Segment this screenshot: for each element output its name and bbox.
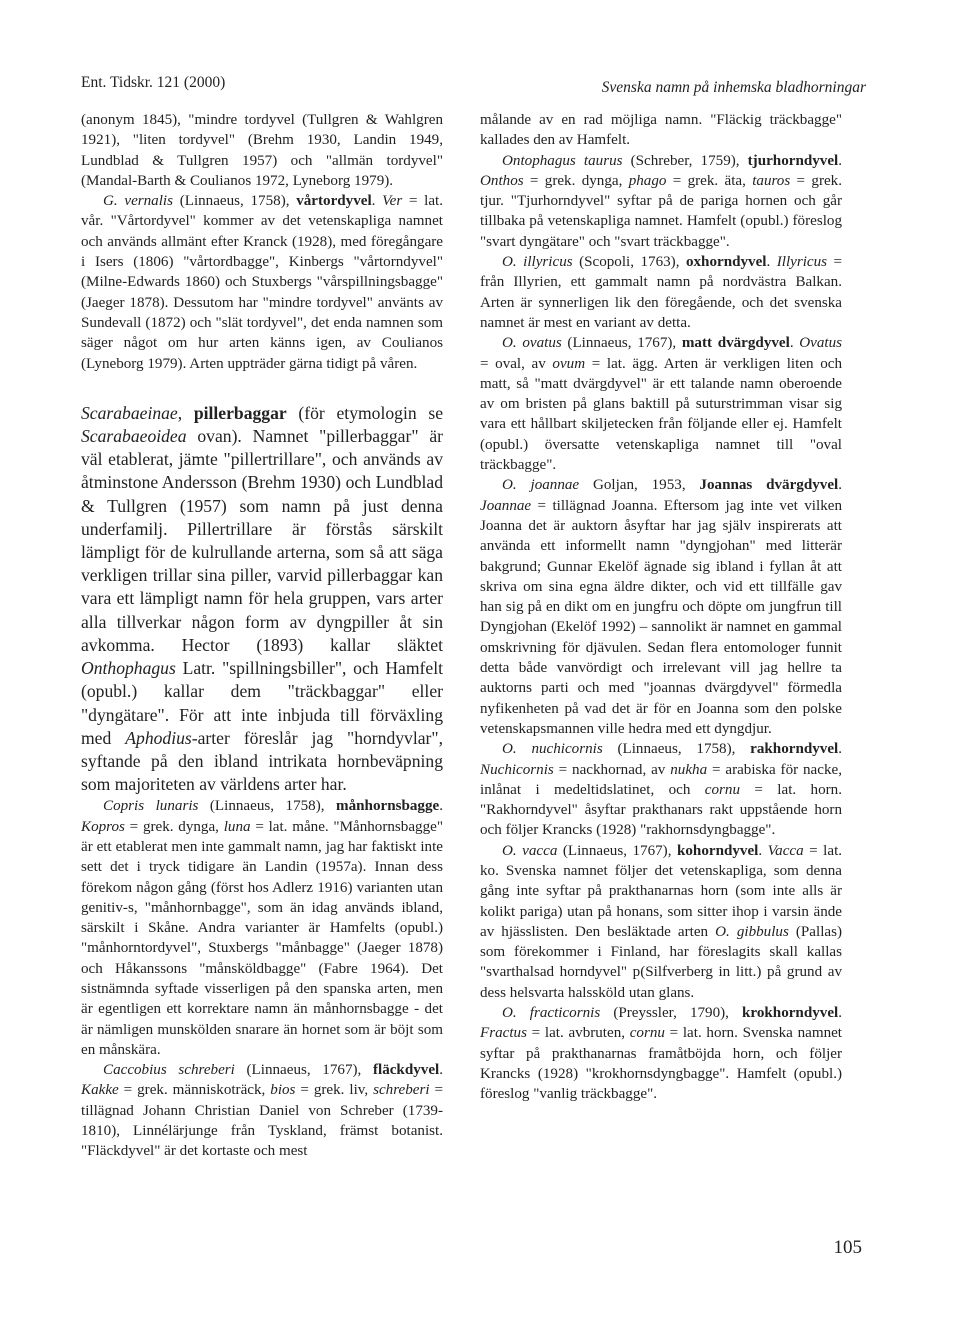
paragraph: målande av en rad möjliga namn. "Fläckig träckbagge" kallades den av Hamfelt.: [480, 112, 842, 149]
species-name: O. illyricus: [502, 254, 573, 271]
species-name: O. fracticornis: [502, 1005, 601, 1022]
swedish-name: vårtordyvel: [296, 193, 372, 210]
species-entry-o-joannae: O. joannae Goljan, 1953, Joannas dvärgdyvel. Joannae = tillägnad Joanna. Eftersom jag inte vet vilken Joanna det är auktorn åsyftar har jag själv inspirerats att använda ett informellt namn "dyngjohan" med litterär bakgrund; Gunnar Ekelöf ägnade sig ibland i fyllan åt att skriva om sina egna äldre dikter, och vid ett tillfälle gav han sig på en dikt om en jungfru och döpte om jungfrun till Dyngjohan (Ekelöf 1992) – sannolikt är namnet en gammal omskrivning för djävulen. Sedan flera entomologer funnit detta både vanvördigt och irrelevant vill jag hellre ta auktorns parti och med "joannas dvärgdyvel" förmedla nyfikenheten på vad det är för en Joanna som den polske vetenskapsmannen ville hedra med ett dyngdjur.: [480, 477, 842, 737]
species-name: Caccobius schreberi: [103, 1062, 235, 1079]
species-entry-o-fracticornis: O. fracticornis (Preyssler, 1790), krokhorndyvel. Fractus = lat. avbruten, cornu = lat. horn. Svenska namnet syftar på prakthanarnas framåtböjda horn, och följer Krancks (1928) "krokhornsdyngbagge". Hamfelt (opubl.) föreslog "vanlig träckbagge".: [480, 1005, 843, 1103]
swedish-name: månhornsbagge: [336, 798, 440, 815]
swedish-name: rakhorndyvel: [750, 741, 839, 758]
species-name: Copris lunaris: [103, 798, 199, 815]
species-entry-geotrupes-vernalis: G. vernalis (Linnaeus, 1758), vårtordyvel. Ver = lat. vår. "Vårtordyvel" kommer av det vetenskapliga namnet och används allmänt efter Kranck (1928), med föregångare i Isers (1806) "vårtordbagge", Kinbergs "vårtorndyvel" (Milne-Edwards 1860) och Stuxbergs "vårspillningsbagge" (Jaeger 1878). Dessutom har "mindre tordyvel" använts av Sundevall (1872) och "slät tordyvel", det enda namnen som säger något om hur arten känns igen, av Coulianos (Lyneborg 1979). Arten uppträder gärna tidigt på våren.: [81, 193, 444, 372]
swedish-name: matt dvärgdyvel: [681, 335, 790, 352]
species-name: O. vacca: [502, 842, 558, 859]
species-entry-ontophagus-taurus: Ontophagus taurus (Schreber, 1759), tjurhorndyvel. Onthos = grek. dynga, phago = grek. äta, tauros = grek. tjur. "Tjurhorndyvel" syftar på de pariga hornen och går tillbaka på vetenskapliga namnet. Hamfelt (opubl.) föreslog "svart dyngätare" och "svart träckbagge".: [480, 152, 842, 250]
swedish-name: krokhorndyvel: [742, 1005, 839, 1022]
subfamily-name: Scarabaeinae: [81, 402, 178, 423]
swedish-name: kohorndyvel: [676, 842, 759, 859]
swedish-name: tjurhorndyvel: [747, 152, 839, 169]
species-entry-copris-lunaris: Copris lunaris (Linnaeus, 1758), månhornsbagge. Kopros = grek. dynga, luna = lat. måne. "Månhornsbagge" är ett etablerat men inte gammalt namn, jag har faktiskt inte sett det i tryck tidigare än Landin (1957a). Innan dess förekom någon gång (först hos Adlerz 1916) varianten utan genitiv-s, "månhornbagge", som än idag används ibland, särskilt i Skåne. Andra varianter är Hamfelts (opubl.) "månhorntordyvel", Stuxbergs "månbagge" (Jaeger 1878) och Håkanssons "månsköldbagge" (Fabre 1964). Det sistnämnda syftade visserligen på den spanska arten, men är egentligen ett korrektare namn än månhornsbagge - det är nämligen munskölden snarare än hornet som är böjt som en månskära.: [81, 798, 444, 1058]
running-title: Svenska namn på inhemska bladhorningar: [601, 79, 866, 96]
left-column: [81, 110, 443, 1162]
species-name: G. vernalis: [103, 193, 173, 210]
species-entry-o-ovatus: O. ovatus (Linnaeus, 1767), matt dvärgdyvel. Ovatus = oval, av ovum = lat. ägg. Arten är verkligen liten och matt, så "matt dvärgdyvel" är ett talande namn oberoende av om bristen på glans baktill på suturstrimman visar sig vara ett hållbart skiljetecken från följande eller ej. Hamfelt (opubl.) översatte vetenskapliga namnet till "oval träckbagge".: [480, 335, 843, 474]
swedish-name: fläckdyvel: [372, 1062, 440, 1079]
species-name: Ontophagus taurus: [502, 152, 623, 169]
species-entry-o-vacca: O. vacca (Linnaeus, 1767), kohorndyvel. Vacca = lat. ko. Svenska namnet följer det vetenskapliga, som denna gång inte syftar på prakthanarnas horn (som inte alls är kolikt pariga) utan på honans, som sitter ihop i varsin ände av hjässlisten. Den besläktade arten O. gibbulus (Pallas) som förekommer i Finland, har föreslagits skall kallas "svarthalsad horndyvel" p(Silfverberg in litt.) på grund av dess helsvarta halssköld utan glans.: [480, 842, 843, 1001]
swedish-name: pillerbaggar: [193, 402, 287, 423]
right-column: [480, 110, 842, 1105]
page-number: 105: [833, 1237, 862, 1258]
species-entry-o-illyricus: O. illyricus (Scopoli, 1763), oxhorndyvel. Illyricus = från Illyrien, ett gammalt namn på nordvästra Balkan. Arten är synnerligen lik den föregående, och det svenska namnet är mest en variant av detta.: [480, 254, 843, 331]
subfamily-entry-scarabaeinae: Scarabaeinae, pillerbaggar (för etymologin se Scarabaeoidea ovan). Namnet "pillerbaggar" är väl etablerat, jämte "pillertrillare", och används av åtminstone Andersson (Brehm 1930) och Lundblad & Tullgren (1957) som namn på just denna underfamilj. Pillertrillare är förstås särskilt lämpligt för de kulrullande arterna, som så att säga verkligen trillar sina piller, varvid pillerbaggar kan vara ett lämpligt namn för hela gruppen, vars arter alla tillverkar någon form av dyngpiller åt sin avkomma. Hector (1893) kallar släktet Onthophagus Latr. "spillningsbiller", och Hamfelt (opubl.) kallar dem "träckbaggar" eller "dyngätare". För att inte inbjuda till förväxling med Aphodius-arter föreslår jag "horndyvlar", syftande på den ibland intrikata hornbeväpning som majoriteten av världens arter har.: [81, 402, 443, 795]
species-entry-o-nuchicornis: O. nuchicornis (Linnaeus, 1758), rakhorndyvel. Nuchicornis = nackhornad, av nukha = arabiska för nacke, inlånat i medeltidslatinet, och cornu = lat. horn. "Rakhorndyvel" åsyftar prakthanars rakt uppstående horn och följer Krancks (1928) "rakhornsdyngbagge".: [480, 741, 842, 839]
journal-header: Ent. Tidskr. 121 (2000): [81, 74, 226, 91]
swedish-name: Joannas dvärgdyvel: [699, 477, 839, 494]
species-name: O. ovatus: [502, 335, 562, 352]
swedish-name: oxhorndyvel: [685, 254, 767, 271]
species-entry-caccobius-schreberi: Caccobius schreberi (Linnaeus, 1767), fläckdyvel. Kakke = grek. människoträck, bios = grek. liv, schreberi = tillägnad Johann Christian Daniel von Schreber (1739-1810), Linnélärjunge från Tyskland, främst botanist. "Fläckdyvel" är det kortaste och mest: [81, 1062, 443, 1160]
species-name: O. nuchicornis: [502, 741, 603, 758]
species-name: O. joannae: [502, 477, 580, 494]
paragraph: (anonym 1845), "mindre tordyvel (Tullgren & Wahlgren 1921), "liten tordyvel" (Brehm 1930, Landin 1949, Lundblad & Tullgren 1957) och "allmän tordyvel" (Mandal-Barth & Coulianos 1972, Lyneborg 1979).: [81, 112, 443, 189]
